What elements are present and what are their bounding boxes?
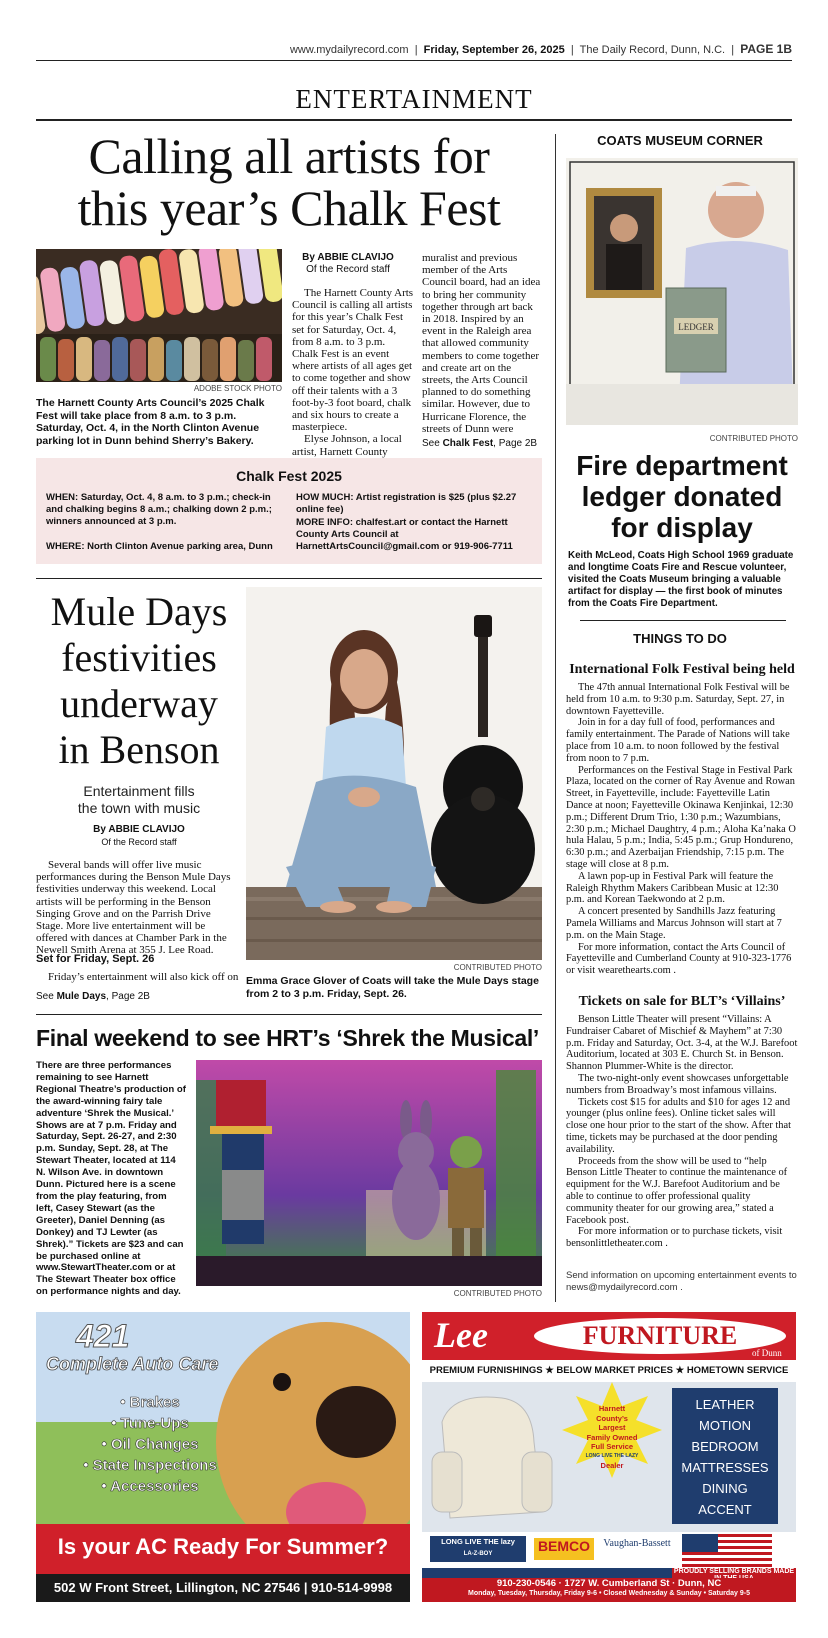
page-header: www.mydailyrecord.com | Friday, September 26, 2025 | The Daily Record, Dunn, N.C. | PAGE 1B	[289, 42, 792, 56]
info-box-title: Chalk Fest 2025	[236, 468, 342, 484]
section-rule	[36, 119, 792, 121]
mule-headline: Mule Days festivities underway in Benson	[50, 589, 228, 772]
info-where: WHERE: North Clinton Avenue parking area, Dunn	[46, 541, 273, 552]
mule-body-2: Friday’s entertainment will also kick off on	[48, 971, 239, 983]
lee-tagline: PREMIUM FURNISHINGS ★ BELOW MARKET PRICES ★ HOMETOWN SERVICE	[429, 1365, 789, 1376]
chalk-jump-link[interactable]: See Chalk Fest, Page 2B	[422, 438, 538, 449]
mule-jump-link[interactable]: See Mule Days, Page 2B	[36, 991, 150, 1002]
shrek-headline: Final weekend to see HRT’s ‘Shrek the Musical’	[36, 1025, 540, 1051]
chalk-info-box	[36, 458, 542, 564]
auto-services: • Brakes • Tune-Ups • Oil Changes • State Inspections • Accessories	[83, 1394, 217, 1495]
shrek-caption: There are three performances remaining to see Harnett Regional Theatre’s production of the award-winning fairy tale adventure ‘Shrek the Musical.’ Shows are at 7 p.m. Friday and Saturday, Sept. 26-27, and 2:30 p.m. Sunday, Sept. 28, at The Stewart Theater, located at 114 N. Wilson Ave. in downtown Dunn. Pictured here is a scene from the play featuring, from left, Casey Stewart (as the Greeter), Daniel Denning (as Donkey) and TJ Lewter (as Shrek).” Tickets are $23 and can be purchased online at www.StewartTheater.com or at The Stewart Theater box office on performance nights and day.	[36, 1060, 186, 1298]
mule-caption: Emma Grace Glover of Coats will take the Mule Days stage from 2 to 3 p.m. Friday, Sept. 26.	[246, 975, 539, 1000]
auto-number: 421	[76, 1318, 130, 1354]
svg-text:LEDGER: LEDGER	[678, 322, 714, 332]
folk-body: The 47th annual International Folk Festival will be held from 10 a.m. to 9:30 p.m. Saturday, Sept. 27, in downtown Fayetteville. Join in for a day full of food, performances and family entertainment. The Parade of Nations will take place from 10 a.m. to noon followed by the festival from noon to 7 p.m. Performances on the Festival Stage in Festival Park Plaza, located on the corner of Ray Avenue and Rowan Street, in Fayetteville, include: Fayetteville Latin Dance at noon; Fayetteville Okinawa Kenjinkai, 12:30 p.m.; Different Drum Trio, 1:30 p.m.; Wazumbians, 2:30 p.m.; Michael Daughtry, 4 p.m.; Aloha Ka’naka O hula Halau, 5 p.m.; India, 5:45 p.m.; Grup Hondureno, 6:30 p.m.; and Azerbaijan Friendship, 7:15 p.m. The stage will close at 8 p.m. A lawn pop-up in Festival Park will feature the Raleigh Rhythm Makers Caribbean Music at 12:30 p.m. and Korean Taekwondo at 2 p.m. A concert presented by Sandhills Jazz featuring Pamela Williams and Marcus Johnson will start at 7 p.m. on the Main Stage. For more information, contact the Arts Council of Fayetteville and Cumberland County at 910-323-1776 or visit wearethearts.com .	[566, 682, 796, 977]
ledger-photo	[566, 158, 798, 425]
chalk-photo	[36, 249, 282, 382]
lee-furniture: FURNITURE	[582, 1321, 738, 1350]
lee-contact: 910-230-0546 · 1727 W. Cumberland St · Dunn, NC	[496, 1578, 722, 1589]
blt-headline: Tickets on sale for BLT’s ‘Villains’	[578, 994, 786, 1009]
mule-photo	[246, 587, 542, 960]
shrek-photo-credit: CONTRIBUTED PHOTO	[453, 1289, 542, 1298]
mid-rule	[36, 578, 542, 579]
things-label: THINGS TO DO	[633, 631, 727, 646]
auto-footer: 502 W Front Street, Lillington, NC 27546 | 910-514-9998	[53, 1580, 393, 1595]
mule-photo-credit: CONTRIBUTED PHOTO	[453, 963, 542, 972]
coats-section-label: COATS MUSEUM CORNER	[597, 133, 763, 148]
chalk-headline: Calling all artists for this year’s Chalk Fest	[77, 128, 501, 236]
chalk-byline: By ABBIE CLAVIJO Of the Record staff	[302, 252, 394, 275]
issue-date: Friday, September 26, 2025	[423, 44, 565, 56]
section-title: ENTERTAINMENT	[295, 84, 533, 114]
auto-banner: Is your AC Ready For Summer?	[57, 1534, 389, 1559]
info-how-much: HOW MUCH: Artist registration is $25 (plus $2.27 online fee)	[296, 492, 517, 515]
fire-caption: Keith McLeod, Coats High School 1969 graduate and longtime Coats Fire and Rescue volunteer, visited the Coats Museum bringing a valuable artifact for display — the first book of minutes from the Coats Fire Department.	[568, 550, 794, 609]
site-url[interactable]: www.mydailyrecord.com	[289, 44, 409, 56]
folk-headline: International Folk Festival being held	[569, 662, 795, 677]
lee-brand-bemco: BEMCO	[534, 1538, 594, 1560]
ledger-photo-credit: CONTRIBUTED PHOTO	[709, 434, 798, 443]
blt-body: Benson Little Theater will present “Villains: A Fundraiser Cabaret of Mischief & Mayhem” at 7:30 p.m. Friday and Saturday, Oct. 3-4, at the W.J. Barefoot Auditorium, located at 303 E. Church St. in Benson. Shannon Plummer-White is the director. The two-night-only event showcases unforgettable numbers from Broadway’s most infamous villains. Tickets cost $15 for adults and $10 for ages 12 and younger (plus online fees). Online ticket sales will close one hour prior to the start of the show. After that time, tickets may be purchased at the door pending availability. Proceeds from the show will be used to “help Benson Little Theater to continue the maintenance of equipment for the W.J. Barefoot Auditorium and be able to continue to offer professional quality community theater for our growing area,” stated a Facebook post. For more information or to purchase tickets, visit bensonlittletheater.com .	[566, 1014, 798, 1250]
chalk-photo-credit: ADOBE STOCK PHOTO	[193, 384, 282, 393]
lee-hours: Monday, Tuesday, Thursday, Friday 9-6 • Closed Wednesday & Sunday • Saturday 9-5	[468, 1590, 750, 1597]
chalk-caption: The Harnett County Arts Council’s 2025 Chalk Fest will take place from 8 a.m. to 3 p.m. Saturday, Oct. 4, in the North Clinton Avenue parking lot in Dunn behind Sherry’s Bakery.	[36, 397, 265, 447]
fire-headline: Fire department ledger donated for display	[576, 450, 788, 543]
send-info: Send information on upcoming entertainment events to news@mydailyrecord.com .	[566, 1270, 797, 1293]
auto-name: Complete Auto Care	[46, 1354, 219, 1374]
usa-flag-icon	[682, 1534, 772, 1568]
mule-subhead-friday: Set for Friday, Sept. 26	[36, 953, 155, 965]
lee-of: of Dunn	[752, 1348, 782, 1358]
info-when: WHEN: Saturday, Oct. 4, 8 a.m. to 3 p.m.; check-in and chalking begins 8 a.m.; chalking down 2 p.m.; winners announced at 3 p.m.	[46, 492, 272, 527]
lee-brand-lazboy: LONG LIVE THE lazy LA-Z-BOY	[430, 1536, 526, 1562]
lee-categories: LEATHER MOTION BEDROOM MATTRESSES DINING ACCENT	[681, 1397, 769, 1517]
shrek-photo	[196, 1060, 542, 1286]
lee-starburst: Harnett County’s Largest Family Owned Full Service LONG LIVE THE LAZY Dealer	[585, 1404, 639, 1470]
column-divider	[555, 134, 556, 1302]
lee-usa: PROUDLY SELLING BRANDS MADE	[672, 1568, 796, 1582]
paper-name: The Daily Record, Dunn, N.C.	[579, 44, 726, 56]
chalk-body-col2: muralist and previous member of the Arts Council board, had an idea to bring her community together through art back in 2018. Inspired by an event in the Raleigh area that allowed community members to come together and create art on the streets, the Arts Council planned to do something similar. However, due to Hurricane Florence, the streets of Dunn were	[422, 252, 541, 435]
shrek-rule	[36, 1014, 542, 1015]
page-number: PAGE 1B	[740, 42, 792, 56]
header-rule	[36, 60, 792, 61]
lee-brand: Lee	[434, 1315, 488, 1355]
info-more: MORE INFO: chalfest.art or contact the Harnett County Arts Council at HarnettArtsCouncil@gmail.com or 919-906-7711	[296, 517, 513, 552]
mule-byline: By ABBIE CLAVIJO Of the Record staff	[93, 824, 185, 847]
things-rule	[580, 620, 786, 621]
mule-subhead: Entertainment fills the town with music	[77, 783, 201, 816]
lee-brand-vaughan: Vaughan-Bassett	[603, 1538, 671, 1549]
chalk-body-col1: The Harnett County Arts Council is calling all artists for this year’s Chalk Fest set for Saturday, Oct. 4, from 8 a.m. to 3 p.m. Chalk Fest is an event where artists of all ages get to come together and show off their talents with a 3 foot-by-3 foot board, chalk and six hours to create a masterpiece. Elyse Johnson, a local artist, Harnett County	[292, 287, 414, 458]
auto-care-ad[interactable]	[36, 1312, 410, 1602]
lee-furniture-ad[interactable]	[422, 1312, 796, 1602]
mule-body: Several bands will offer live music performances during the Benson Mule Days festivities underway this weekend. Local artists will be performing in the Benson Singing Grove and on the Parrish Drive Stage. More live entertainment will be offered with dances at Chamber Park in the Newell Smith Arena at 355 J. Lee Road.	[36, 859, 231, 957]
